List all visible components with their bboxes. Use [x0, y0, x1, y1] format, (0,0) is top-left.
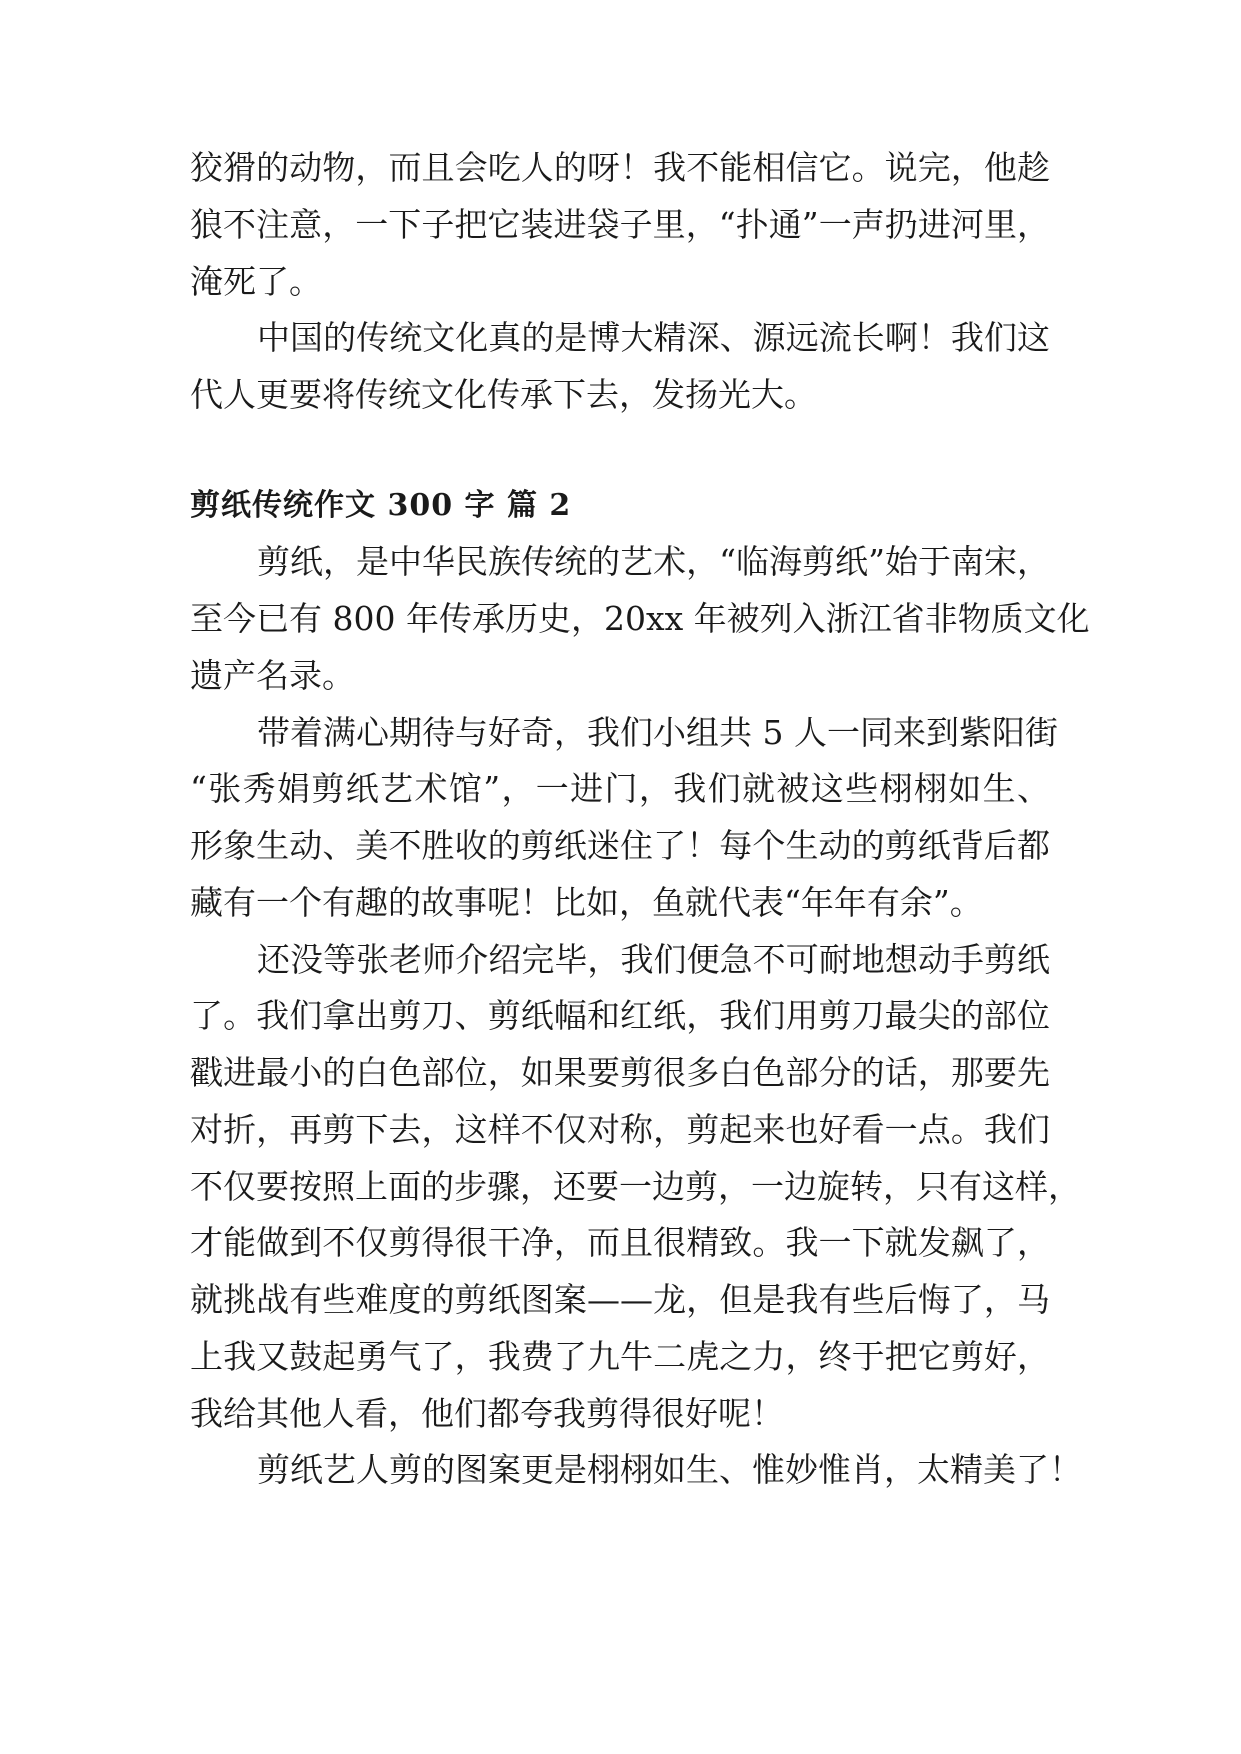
section-heading: 剪纸传统作文 300 字 篇 2 — [190, 488, 572, 523]
text-line: “张秀娟剪纸艺术馆”，一进门，我们就被这些栩栩如生、 — [190, 769, 1050, 808]
text-line: 才能做到不仅剪得很干净，而且很精致。我一下就发飙了， — [190, 1223, 1050, 1262]
text-line: 狼不注意，一下子把它装进袋子里，“扑通”一声扔进河里， — [190, 205, 1050, 244]
text-line: 代人更要将传统文化传承下去，发扬光大。 — [190, 375, 817, 414]
text-line: 对折，再剪下去，这样不仅对称，剪起来也好看一点。我们 — [190, 1110, 1050, 1149]
text-line: 遗产名录。 — [190, 656, 355, 695]
text-line: 戳进最小的白色部位，如果要剪很多白色部分的话，那要先 — [190, 1053, 1050, 1092]
text-line: 我给其他人看，他们都夸我剪得很好呢！ — [190, 1394, 784, 1433]
text-line: 上我又鼓起勇气了，我费了九牛二虎之力，终于把它剪好， — [190, 1337, 1050, 1376]
text-line: 淹死了。 — [190, 262, 322, 301]
text-line: 了。我们拿出剪刀、剪纸幅和红纸，我们用剪刀最尖的部位 — [190, 996, 1050, 1035]
text-line: 藏有一个有趣的故事呢！比如，鱼就代表“年年有余”。 — [190, 883, 983, 922]
text-line: 中国的传统文化真的是博大精深、源远流长啊！我们这 — [257, 318, 1050, 357]
text-line: 形象生动、美不胜收的剪纸迷住了！每个生动的剪纸背后都 — [190, 826, 1050, 865]
text-line: 就挑战有些难度的剪纸图案——龙，但是我有些后悔了，马 — [190, 1280, 1050, 1319]
text-line: 剪纸，是中华民族传统的艺术，“临海剪纸”始于南宋， — [257, 542, 1050, 581]
text-line: 带着满心期待与好奇，我们小组共 5 人一同来到紫阳街 — [257, 713, 1058, 752]
text-line: 剪纸艺人剪的图案更是栩栩如生、惟妙惟肖，太精美了！ — [257, 1450, 1082, 1489]
text-line: 至今已有 800 年传承历史，20xx 年被列入浙江省非物质文化 — [190, 599, 1090, 638]
text-line: 狡猾的动物，而且会吃人的呀！我不能相信它。说完，他趁 — [190, 148, 1050, 187]
text-line: 还没等张老师介绍完毕，我们便急不可耐地想动手剪纸 — [257, 940, 1050, 979]
text-line: 不仅要按照上面的步骤，还要一边剪，一边旋转，只有这样， — [190, 1167, 1081, 1206]
